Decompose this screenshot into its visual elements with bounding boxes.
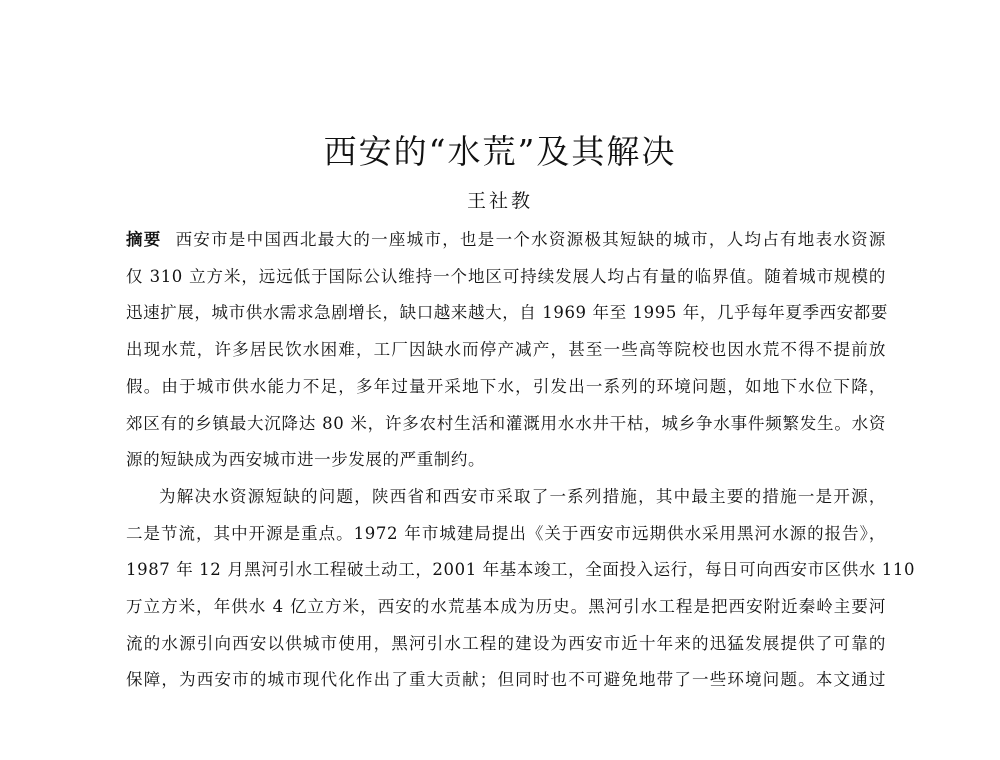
body-line: 二是节流，其中开源是重点。1972 年市城建局提出《关于西安市远期供水采用黑河水源的报告》， (126, 523, 886, 543)
body-line: 保障，为西安市的城市现代化作出了重大贡献；但同时也不可避免地带了一些环境问题。本文通过 (126, 670, 886, 690)
body-line: 流的水源引向西安以供城市使用，黑河引水工程的建设为西安市近十年来的迅猛发展提供了可靠的 (126, 633, 886, 653)
article-title: 西安的“水荒”及其解决 (323, 132, 677, 171)
abstract-line: 源的短缺成为西安城市进一步发展的严重制约。 (126, 450, 486, 470)
abstract-line-text: 西安市是中国西北最大的一座城市，也是一个水资源极其短缺的城市，人均占有地表水资源 (175, 230, 887, 249)
abstract-line: 迅速扩展，城市供水需求急剧增长，缺口越来越大，自 1969 年至 1995 年，几乎每年夏季西安都要 (126, 303, 888, 323)
body-line: 1987 年 12 月黑河引水工程破土动工，2001 年基本竣工，全面投入运行，每日可向西安市区供水 110 (126, 560, 916, 580)
body-paragraph (126, 479, 916, 699)
body-line: 万立方米，年供水 4 亿立方米，西安的水荒基本成为历史。黑河引水工程是把西安附近秦岭主要河 (126, 597, 886, 617)
article-body (126, 222, 916, 699)
article-author: 王社教 (466, 190, 533, 212)
abstract-line: 假。由于城市供水能力不足，多年过量开采地下水，引发出一系列的环境问题，如地下水位下降， (126, 376, 886, 396)
abstract-line: 出现水荒，许多居民饮水困难，工厂因缺水而停产减产，甚至一些高等院校也因水荒不得不提前放 (126, 340, 886, 360)
abstract-line: 郊区有的乡镇最大沉降达 80 米，许多农村生活和灌溉用水水井干枯，城乡争水事件频繁发生。水资 (126, 413, 886, 433)
abstract-line: 仅 310 立方米，远远低于国际公认维持一个地区可持续发展人均占有量的临界值。随着城市规模的 (126, 266, 886, 286)
abstract-line (126, 222, 886, 259)
abstract-paragraph (126, 222, 886, 479)
body-line: 为解决水资源短缺的问题，陕西省和西安市采取了一系列措施，其中最主要的措施一是开源， (159, 486, 886, 506)
abstract-label: 摘要 (126, 230, 162, 249)
